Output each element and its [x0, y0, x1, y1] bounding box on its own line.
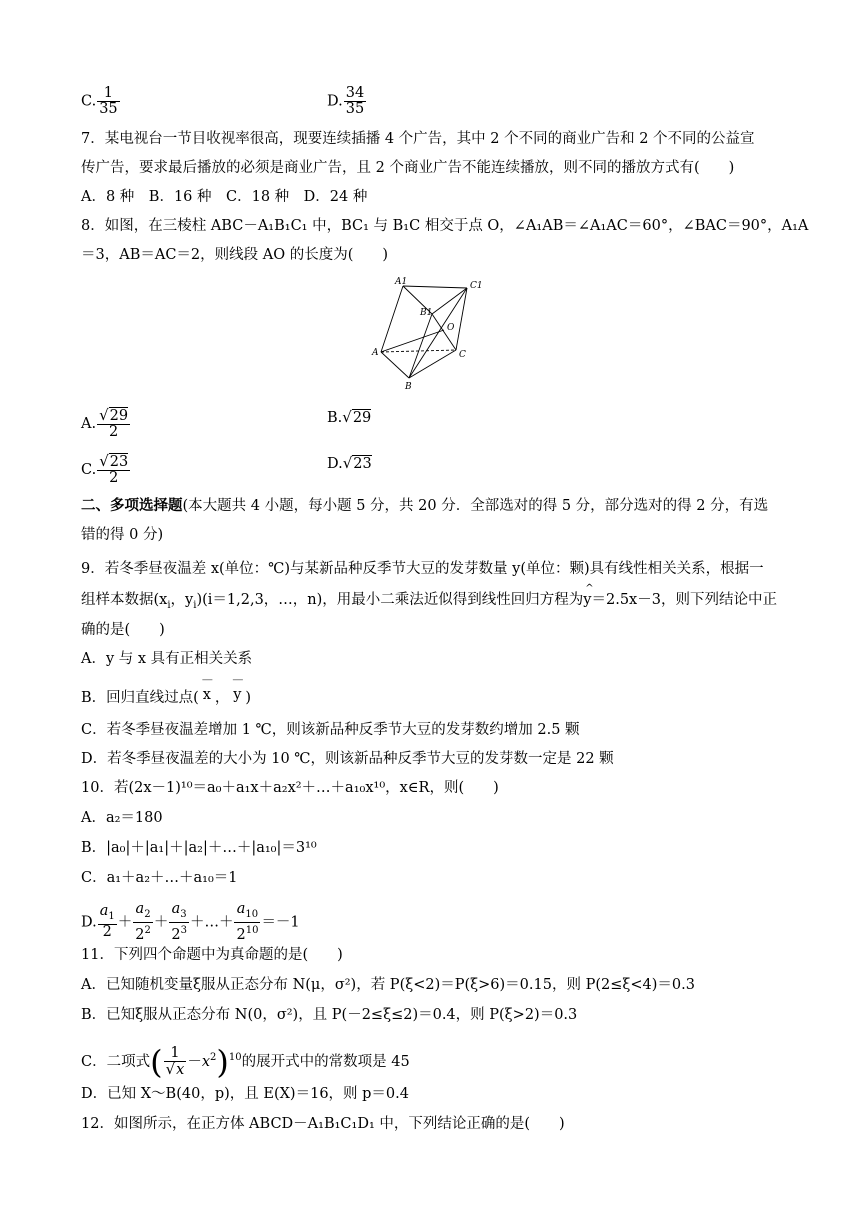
q9-option-d: D．若冬季昼夜温差的大小为 10 ℃，则该新品种反季节大豆的发芽数一定是 22 颗	[81, 751, 614, 767]
q8-line1: 8．如图，在三棱柱 ABC－A₁B₁C₁ 中，BC₁ 与 B₁C 相交于点 O，∠A₁AB＝∠A₁AC＝60°，∠BAC＝90°，A₁A	[81, 218, 809, 234]
label-a1: A1	[395, 277, 408, 287]
q10-option-c: C．a₁＋a₂＋…＋a₁₀＝1	[81, 870, 238, 886]
q9-option-c: C．若冬季昼夜温差增加 1 ℃，则该新品种反季节大豆的发芽数约增加 2.5 颗	[81, 722, 580, 738]
q9-line3: 确的是( )	[81, 622, 165, 638]
label-c: C	[459, 350, 466, 360]
q12-stem: 12．如图所示，在正方体 ABCD－A₁B₁C₁D₁ 中，下列结论正确的是( )	[81, 1116, 565, 1132]
q11-option-b: B．已知ξ服从正态分布 N(0，σ²)，且 P(－2≤ξ≤2)＝0.4，则 P(ξ>2)＝0.3	[81, 1007, 578, 1023]
q8-option-a: A. $\frac{√29}{2}$	[81, 406, 129, 440]
q8-option-c: C. $\frac{√23}{2}$	[81, 452, 129, 486]
q8-line2: ＝3，AB＝AC＝2，则线段 AO 的长度为( )	[81, 247, 389, 263]
fraction: $\frac{1}{35}$	[99, 85, 118, 117]
section2-title: 二、多项选择题	[81, 497, 183, 514]
q7-line2: 传广告，要求最后播放的必须是商业广告，且 2 个商业广告不能连续播放，则不同的播放方式有( )	[81, 160, 735, 176]
q7-options: A．8 种 B．16 种 C．18 种 D．24 种	[81, 189, 368, 205]
q11-option-d: D．已知 X～B(40，p)，且 E(X)＝16，则 p＝0.4	[81, 1086, 409, 1102]
label-b1: B1	[420, 308, 433, 318]
label-a: A	[372, 348, 379, 358]
fraction: $\frac{√29}{2}$	[99, 406, 129, 440]
fraction: $\frac{√23}{2}$	[99, 452, 129, 486]
q8-option-b: B.√29	[327, 408, 372, 426]
label-o: O	[447, 323, 455, 333]
q9-option-a: A．y 与 x 具有正相关关系	[81, 651, 253, 667]
q11-option-c: C．二项式( $\frac{1}{√x}$ $-x^2)^{10}$的展开式中的常数项是 45	[81, 1043, 410, 1081]
q10-option-a: A．a₂＝180	[81, 810, 163, 826]
q6-option-d: D. $\frac{34}{35}$	[327, 85, 365, 117]
q9-line2: 组样本数据($x_i$，$y_i)(i=1,2,3$，…，n)，用最小二乘法近似得到线性回归方程为^ y＝2.5x－3，则下列结论中正	[81, 591, 777, 615]
q10-option-b: B．|a₀|＋|a₁|＋|a₂|＋…＋|a₁₀|＝3¹⁰	[81, 840, 317, 856]
section2-line1: 二、多项选择题(本大题共 4 小题，每小题 5 分，共 20 分．全部选对的得 5 分，部分选对的得 2 分，有选	[81, 497, 769, 514]
q11-option-a: A．已知随机变量ξ服从正态分布 N(μ，σ²)，若 P(ξ<2)＝P(ξ>6)＝0.15，则 P(2≤ξ<4)＝0.3	[81, 977, 695, 993]
prism-figure	[370, 272, 490, 394]
q6-option-c: C. $\frac{1}{35}$	[81, 85, 118, 117]
fraction: $\frac{34}{35}$	[345, 85, 365, 117]
label-b: B	[405, 382, 412, 392]
q9-line1: 9．若冬季昼夜温差 x(单位：℃)与某新品种反季节大豆的发芽数量 y(单位：颗)具有线性相关关系，根据一	[81, 561, 764, 577]
label-c1: C1	[470, 281, 483, 291]
q11-stem: 11．下列四个命题中为真命题的是( )	[81, 947, 343, 963]
q7-line1: 7．某电视台一节目收视率很高，现要连续插播 4 个广告，其中 2 个不同的商业广告和 2 个不同的公益宣	[81, 131, 755, 147]
q9-option-b: B．回归直线过点(— x ，— y )	[81, 689, 251, 707]
q10-stem: 10．若(2x－1)¹⁰＝a₀＋a₁x＋a₂x²＋…＋a₁₀x¹⁰，x∈R，则( )	[81, 780, 499, 796]
q10-option-d: D. $\frac{a_1}{2}$ ＋ $\frac{a_2}{2^2}$ ＋ $\frac{a_3}{2^3}$ ＋…＋ $\frac{a_{10}}{2^{10}}$ ＝－1	[81, 901, 300, 943]
section2-line2: 错的得 0 分)	[81, 527, 164, 543]
q8-option-d: D.√23	[327, 454, 372, 472]
